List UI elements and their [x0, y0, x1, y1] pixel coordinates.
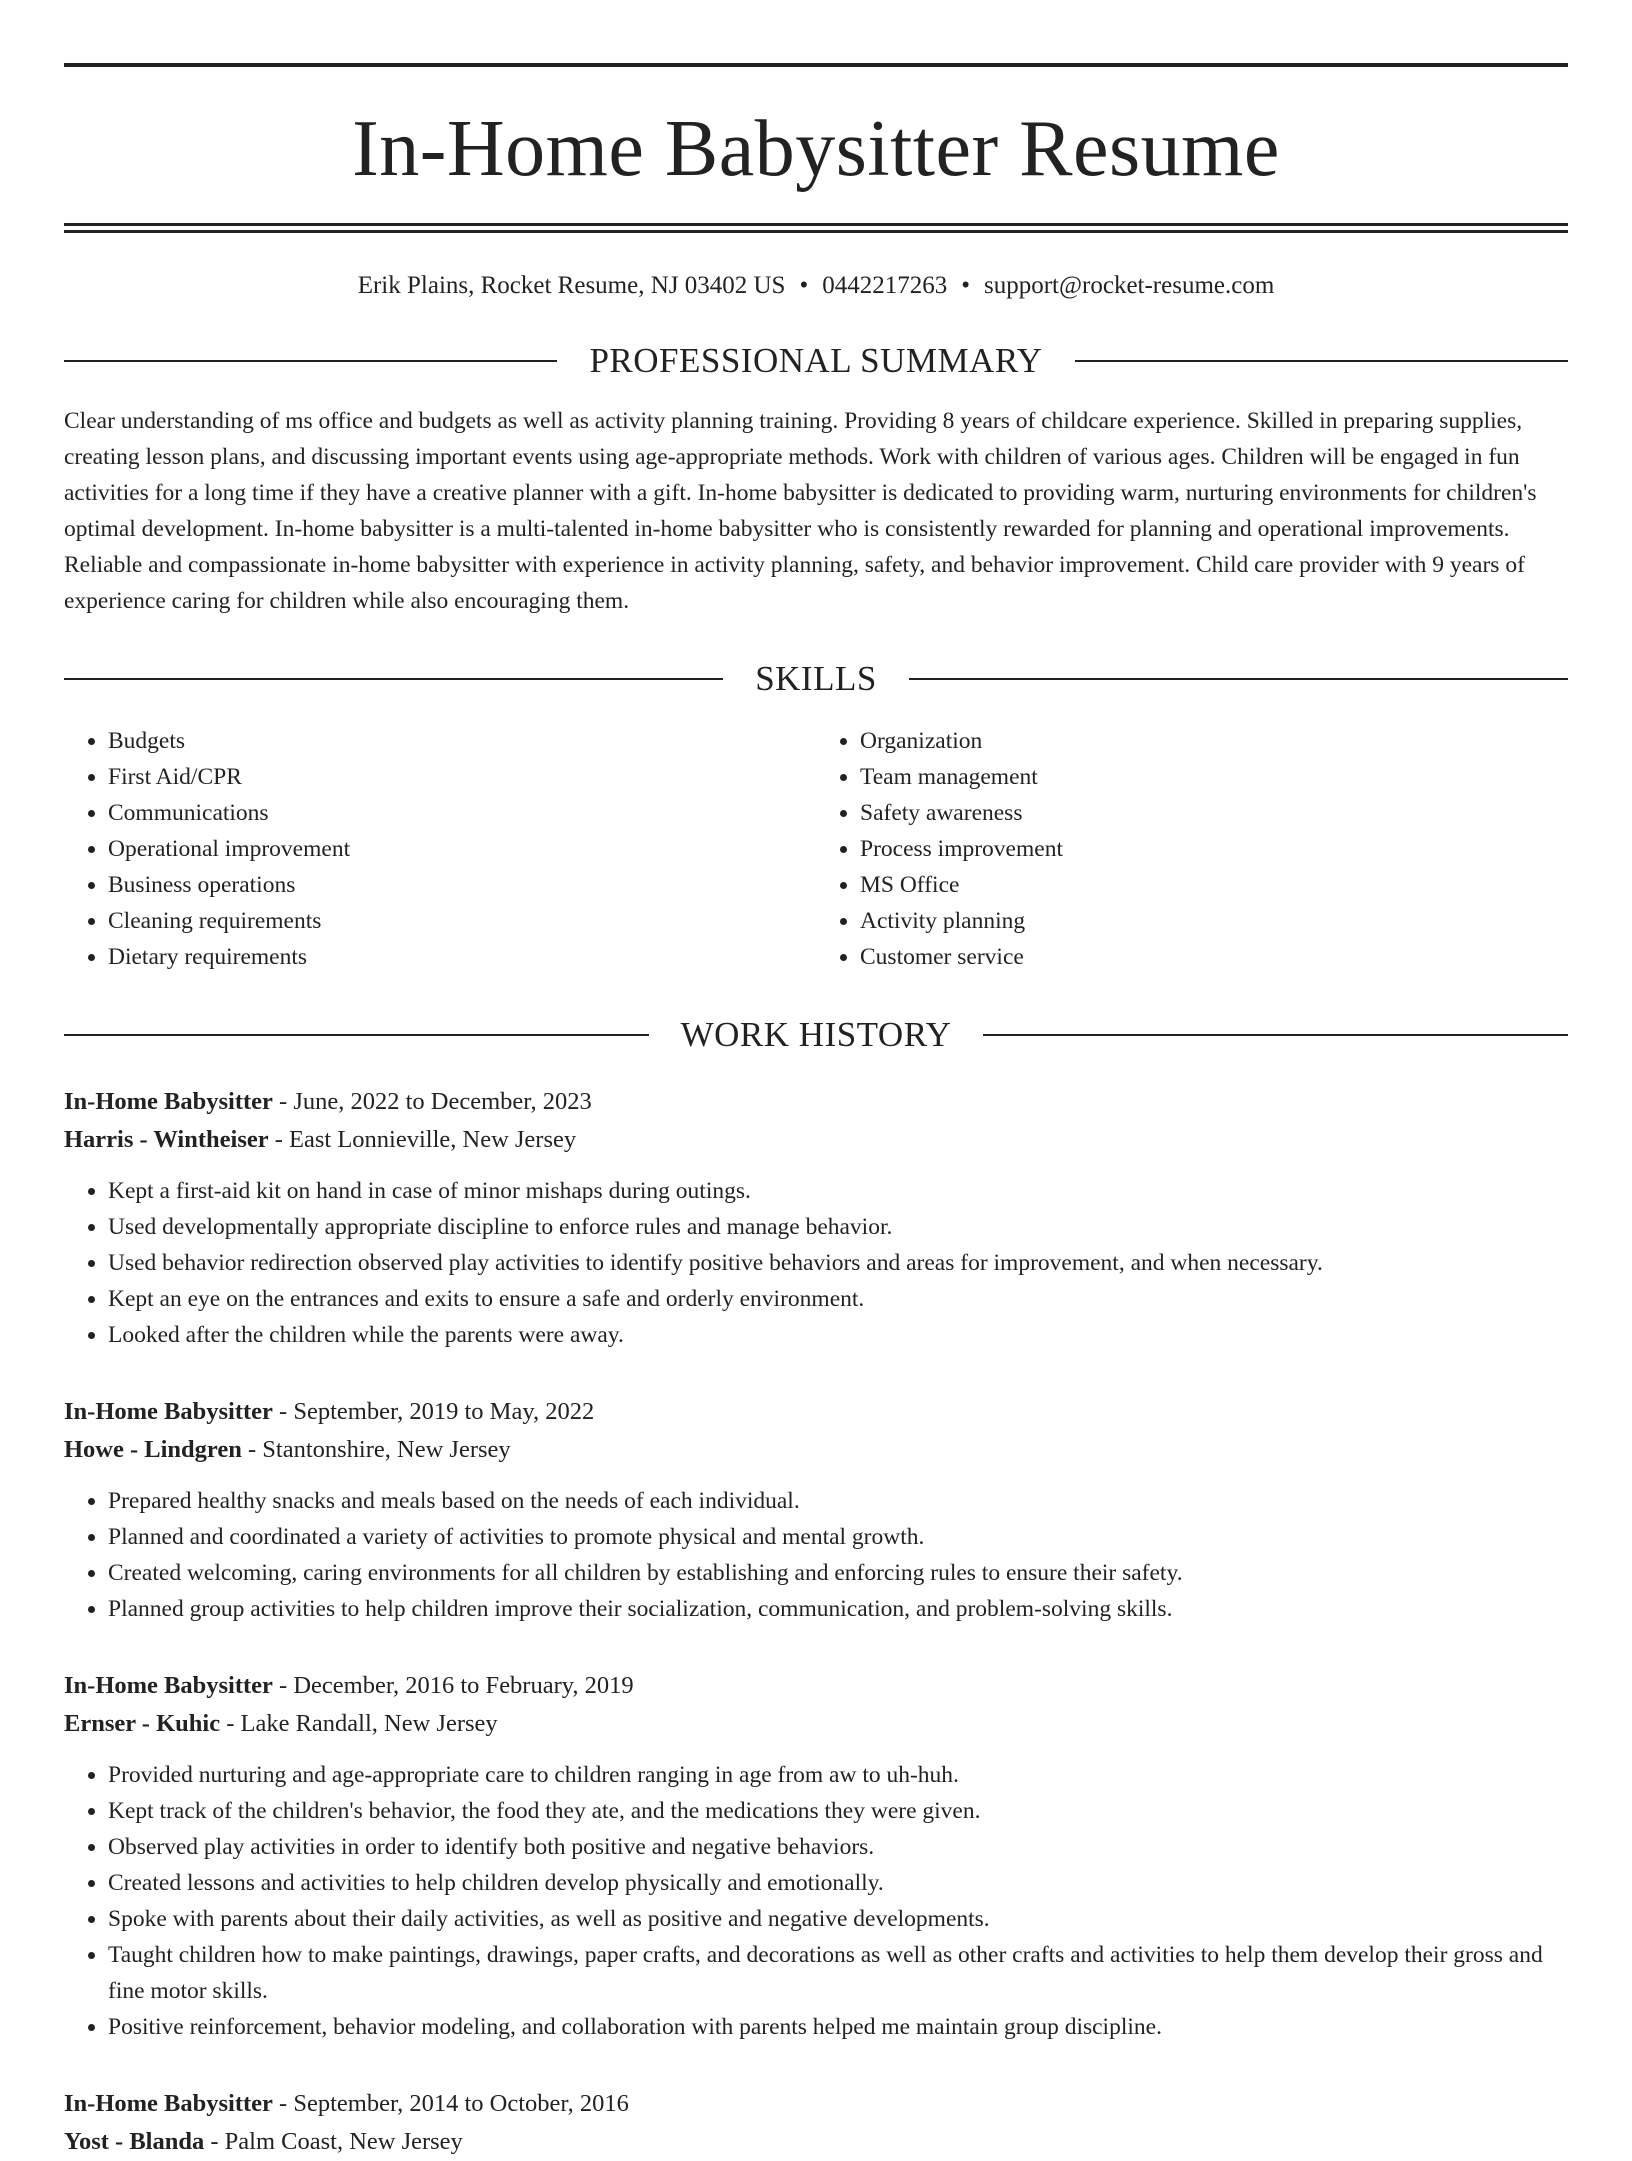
- job-title-row: [64, 1667, 1568, 1705]
- list-item: • Looked after the children while the parents were away.: [108, 1317, 1568, 1353]
- job-entry: [64, 1667, 1568, 2045]
- work-title: WORK HISTORY: [680, 1015, 952, 1054]
- job-location: - East Lonnieville, New Jersey: [268, 1126, 577, 1153]
- list-item: • Observed play activities in order to identify both positive and negative behaviors.: [108, 1829, 1568, 1865]
- job-bullet-list: [64, 1757, 1568, 2045]
- resume-page: [64, 0, 1568, 2161]
- list-item: • First Aid/CPR: [108, 759, 816, 795]
- list-item: • Kept track of the children's behavior, the food they ate, and the medications they were given.: [108, 1793, 1568, 1829]
- contact-email: support@rocket-resume.com: [984, 272, 1275, 299]
- job-location: - Lake Randall, New Jersey: [220, 1710, 498, 1737]
- job-company: Harris - Wintheiser: [64, 1126, 269, 1153]
- resume-title: In-Home Babysitter Resume: [352, 105, 1280, 193]
- top-rule: [64, 63, 1568, 67]
- list-item: • Process improvement: [860, 831, 1568, 867]
- job-title-row: [64, 1393, 1568, 1431]
- skills-list-right: [816, 723, 1568, 975]
- list-item: • Provided nurturing and age-appropriate care to children ranging in age from aw to uh-huh.: [108, 1757, 1568, 1793]
- job-bullet-list: [64, 1483, 1568, 1627]
- list-item: • Created lessons and activities to help children develop physically and emotionally.: [108, 1865, 1568, 1901]
- list-item: • Kept an eye on the entrances and exits to ensure a safe and orderly environment.: [108, 1281, 1568, 1317]
- list-item: • Used behavior redirection observed play activities to identify positive behaviors and areas for improvement, and when necessary.: [108, 1245, 1568, 1281]
- job-title-row: [64, 1083, 1568, 1121]
- contact-separator: •: [961, 272, 970, 299]
- job-role: In-Home Babysitter: [64, 2090, 273, 2117]
- job-entry: [64, 1393, 1568, 1627]
- job-dates: - December, 2016 to February, 2019: [272, 1672, 634, 1699]
- list-item: • Created welcoming, caring environments for all children by establishing and enforcing rules to ensure their safety.: [108, 1555, 1568, 1591]
- contact-separator: •: [799, 272, 809, 299]
- job-location: - Stantonshire, New Jersey: [241, 1436, 511, 1463]
- list-item: • Operational improvement: [108, 831, 816, 867]
- job-entry: [64, 2085, 1568, 2161]
- list-item: • Activity planning: [860, 903, 1568, 939]
- list-item: • Planned and coordinated a variety of activities to promote physical and mental growth.: [108, 1519, 1568, 1555]
- heading-rule-left: [64, 1034, 649, 1036]
- heading-rule-right: [1075, 360, 1568, 362]
- skills-title: SKILLS: [755, 659, 877, 698]
- job-dates: - September, 2019 to May, 2022: [272, 1398, 595, 1425]
- list-item: • Prepared healthy snacks and meals based on the needs of each individual.: [108, 1483, 1568, 1519]
- list-item: • Budgets: [108, 723, 816, 759]
- job-entry: [64, 1083, 1568, 1353]
- list-item: • Team management: [860, 759, 1568, 795]
- job-dates: - June, 2022 to December, 2023: [272, 1088, 592, 1115]
- list-item: • Used developmentally appropriate discipline to enforce rules and manage behavior.: [108, 1209, 1568, 1245]
- list-item: • MS Office: [860, 867, 1568, 903]
- list-item: • Communications: [108, 795, 816, 831]
- list-item: • Dietary requirements: [108, 939, 816, 975]
- contact-address: Erik Plains, Rocket Resume, NJ 03402 US: [357, 272, 786, 299]
- contact-line: [64, 271, 1568, 301]
- list-item: • Business operations: [108, 867, 816, 903]
- list-item: • Planned group activities to help children improve their socialization, communication, and problem-solving skills.: [108, 1591, 1568, 1627]
- skills-columns: [64, 723, 1568, 975]
- list-item: • Spoke with parents about their daily activities, as well as positive and negative developments.: [108, 1901, 1568, 1937]
- heading-rule-right: [909, 678, 1568, 680]
- job-role: In-Home Babysitter: [64, 1088, 273, 1115]
- job-company-row: [64, 2123, 1568, 2161]
- job-bullet-list: [64, 1173, 1568, 1353]
- list-item: • Positive reinforcement, behavior modeling, and collaboration with parents helped me maintain group discipline.: [108, 2009, 1568, 2045]
- job-company-row: [64, 1121, 1568, 1159]
- heading-rule-right: [983, 1034, 1568, 1036]
- work-heading: [64, 1015, 1568, 1055]
- heading-rule-left: [64, 360, 557, 362]
- job-company: Howe - Lindgren: [64, 1436, 242, 1463]
- job-role: In-Home Babysitter: [64, 1398, 273, 1425]
- list-item: • Customer service: [860, 939, 1568, 975]
- job-dates: - September, 2014 to October, 2016: [272, 2090, 629, 2117]
- job-company-row: [64, 1431, 1568, 1469]
- job-role: In-Home Babysitter: [64, 1672, 273, 1699]
- job-company: Yost - Blanda: [64, 2128, 205, 2155]
- summary-title: PROFESSIONAL SUMMARY: [589, 341, 1043, 380]
- list-item: • Safety awareness: [860, 795, 1568, 831]
- job-title-row: [64, 2085, 1568, 2123]
- summary-text: Clear understanding of ms office and budgets as well as activity planning training. Providing 8 years of childcare experience. Skilled in preparing supplies, creating lesson plans, and discussing important events using age-appropriate methods. Work with children of various ages. Children will be engaged in fun activities for a long time if they have a creative planner with a gift. In-home babysitter is dedicated to providing warm, nurturing environments for children's optimal development. In-home babysitter is a multi-talented in-home babysitter who is consistently rewarded for planning and operational improvements. Reliable and compassionate in-home babysitter with experience in activity planning, safety, and behavior improvement. Child care provider with 9 years of experience caring for children while also encouraging them.: [64, 408, 1537, 614]
- contact-phone: 0442217263: [822, 272, 948, 299]
- job-location: - Palm Coast, New Jersey: [204, 2128, 463, 2155]
- job-company-row: [64, 1705, 1568, 1743]
- list-item: • Cleaning requirements: [108, 903, 816, 939]
- list-item: • Kept a first-aid kit on hand in case of minor mishaps during outings.: [108, 1173, 1568, 1209]
- skills-heading: [64, 659, 1568, 699]
- work-history-list: [64, 1083, 1568, 2161]
- summary-heading: [64, 341, 1568, 381]
- list-item: • Organization: [860, 723, 1568, 759]
- list-item: • Taught children how to make paintings, drawings, paper crafts, and decorations as well as other crafts and activities to help them develop their gross and fine motor skills.: [108, 1937, 1568, 2009]
- heading-rule-left: [64, 678, 723, 680]
- double-rule: [64, 223, 1568, 233]
- job-company: Ernser - Kuhic: [64, 1710, 221, 1737]
- skills-list-left: [64, 723, 816, 975]
